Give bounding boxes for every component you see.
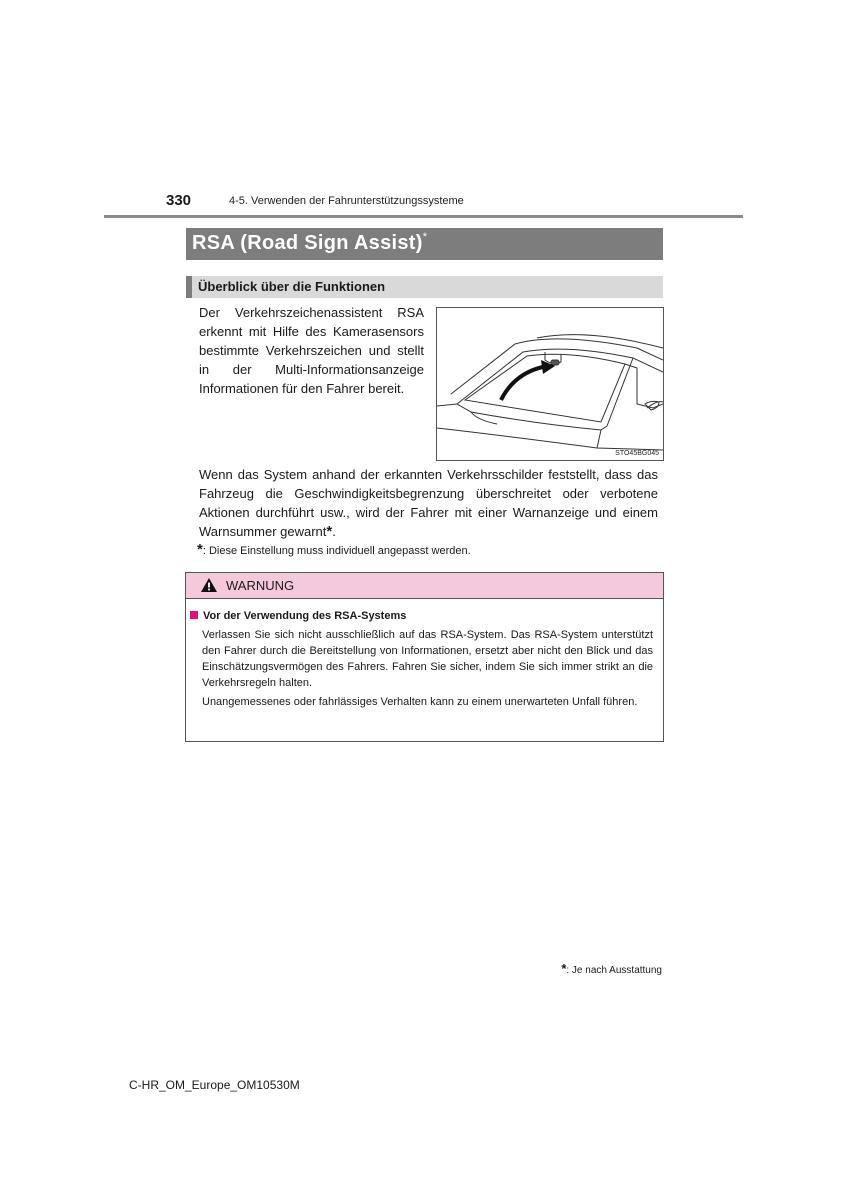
page-number: 330: [166, 192, 192, 209]
warning-subheading-text: Vor der Verwendung des RSA-Systems: [203, 610, 407, 622]
body-asterisk: *: [326, 523, 333, 540]
availability-asterisk: *: [561, 961, 567, 976]
section-heading: Überblick über die Funktionen: [198, 279, 386, 294]
title-bar: [186, 228, 663, 260]
availability-note: [561, 961, 662, 976]
document-code: C-HR_OM_Europe_OM10530M: [129, 1078, 300, 1092]
header-rule: [104, 215, 743, 218]
page-title: [192, 232, 427, 255]
warning-header: [186, 573, 663, 599]
square-bullet-icon: [190, 611, 198, 619]
footnote-asterisk: *: [197, 541, 203, 558]
figure-code: STO45BG045: [615, 450, 659, 457]
warning-label: WARNUNG: [226, 578, 295, 593]
warning-triangle-icon: [200, 577, 218, 593]
availability-text: : Je nach Ausstattung: [566, 965, 662, 976]
section-heading-bar: [186, 276, 663, 298]
warning-box: [185, 572, 664, 742]
intro-paragraph: Der Verkehrszeichenassistent RSA erkennt mit Hilfe des Kamerasensors bestimmte Verkehrszeichen und stellt in der Multi-Informationsanzeige Informationen für den Fahrer bereit.: [199, 305, 424, 396]
footnote: [197, 541, 471, 558]
body-text: Wenn das System anhand der erkannten Verkehrsschilder feststellt, dass das Fahrzeug die Geschwindigkeitsbegrenzung überschreitet oder verbotene Aktionen durchführt usw., wird der Fahrer mit einer Warnanzeige und einem Warnsummer gewarnt: [199, 467, 658, 539]
title-asterisk: *: [422, 231, 428, 243]
page-title-text: RSA (Road Sign Assist): [192, 232, 423, 254]
body-paragraph: [199, 465, 658, 541]
section-accent: [186, 276, 192, 298]
windshield-camera-icon: [437, 308, 663, 460]
warning-subheading: [190, 610, 406, 622]
footnote-text: : Diese Einstellung muss individuell angepasst werden.: [202, 545, 471, 557]
chapter-title: 4-5. Verwenden der Fahrunterstützungssysteme: [229, 195, 464, 207]
warning-paragraph-1: Verlassen Sie sich nicht ausschließlich auf das RSA-System. Das RSA-System unterstützt den Fahrer durch die Bereitstellung von Informationen, ersetzt aber nicht den Blick und das Einschätzungsvermögen des Fahrers. Fahren Sie sicher, indem Sie sich immer strikt an die Verkehrsregeln halten.: [202, 629, 653, 689]
figure: [436, 307, 664, 461]
warning-paragraph-2: Unangemessenes oder fahrlässiges Verhalten kann zu einem unerwarteten Unfall führen.: [202, 696, 638, 708]
body-end: .: [332, 524, 336, 539]
